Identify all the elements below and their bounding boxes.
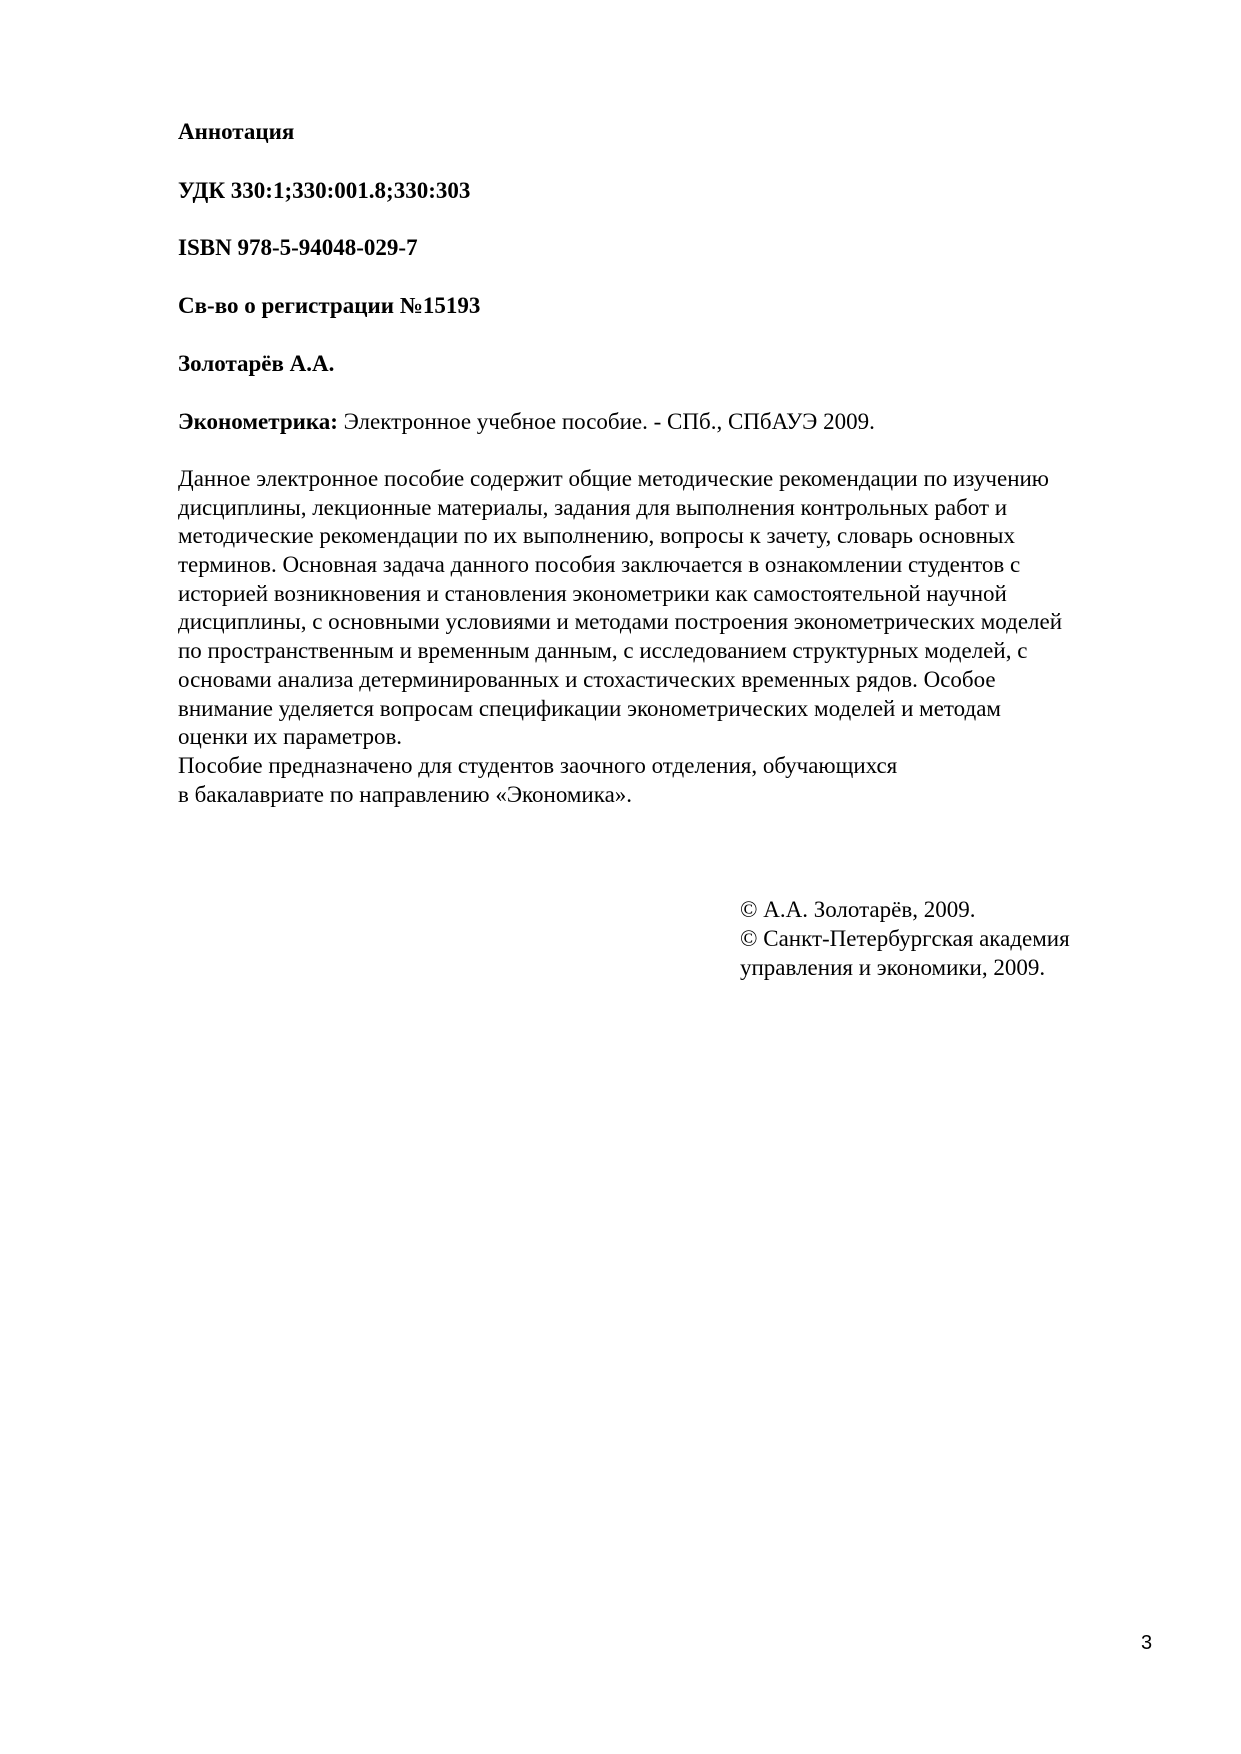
copyright-academy-cont: управления и экономики, 2009.	[740, 955, 1046, 980]
abstract-line: оценки их параметров.	[178, 724, 403, 750]
abstract-line: внимание уделяется вопросам спецификации эконометрических моделей и методам	[178, 695, 1001, 721]
citation-details: Электронное учебное пособие. - СПб., СПбАУЭ 2009.	[337, 409, 875, 434]
copyright-block	[740, 895, 1070, 982]
abstract-line: дисциплины, с основными условиями и методами построения эконометрических моделей	[178, 609, 1063, 635]
abstract-line: терминов. Основная задача данного пособия заключается в ознакомлении студентов с	[178, 552, 1021, 578]
registration-number: Св-во о регистрации №15193	[178, 293, 481, 318]
abstract-line: историей возникновения и становления эконометрики как самостоятельной научной	[178, 580, 1007, 606]
audience-line: в бакалавриате по направлению «Экономика».	[178, 781, 633, 807]
udk-code: УДК 330:1;330:001.8;330:303	[178, 178, 471, 203]
copyright-academy: © Санкт-Петербургская академия	[740, 926, 1070, 951]
isbn-number: ISBN 978-5-94048-029-7	[178, 235, 418, 260]
abstract-line: дисциплины, лекционные материалы, задания для выполнения контрольных работ и	[178, 494, 1008, 520]
annotation-heading: Аннотация	[178, 119, 295, 144]
abstract-line: основами анализа детерминированных и стохастических временных рядов. Особое	[178, 666, 996, 692]
copyright-author: © А.А. Золотарёв, 2009.	[740, 897, 976, 922]
author-name: Золотарёв А.А.	[178, 351, 335, 376]
abstract-line: Данное электронное пособие содержит общие методические рекомендации по изучению	[178, 466, 1049, 491]
abstract-line: методические рекомендации по их выполнению, вопросы к зачету, словарь основных	[178, 523, 1015, 549]
page-number: 3	[1141, 1632, 1153, 1654]
abstract-line: по пространственным и временным данным, с исследованием структурных моделей, с	[178, 638, 1028, 664]
citation-title: Эконометрика:	[178, 409, 338, 434]
abstract-paragraph	[178, 465, 1062, 809]
audience-line: Пособие предназначено для студентов заочного отделения, обучающихся	[178, 752, 898, 778]
citation-line	[178, 408, 875, 436]
